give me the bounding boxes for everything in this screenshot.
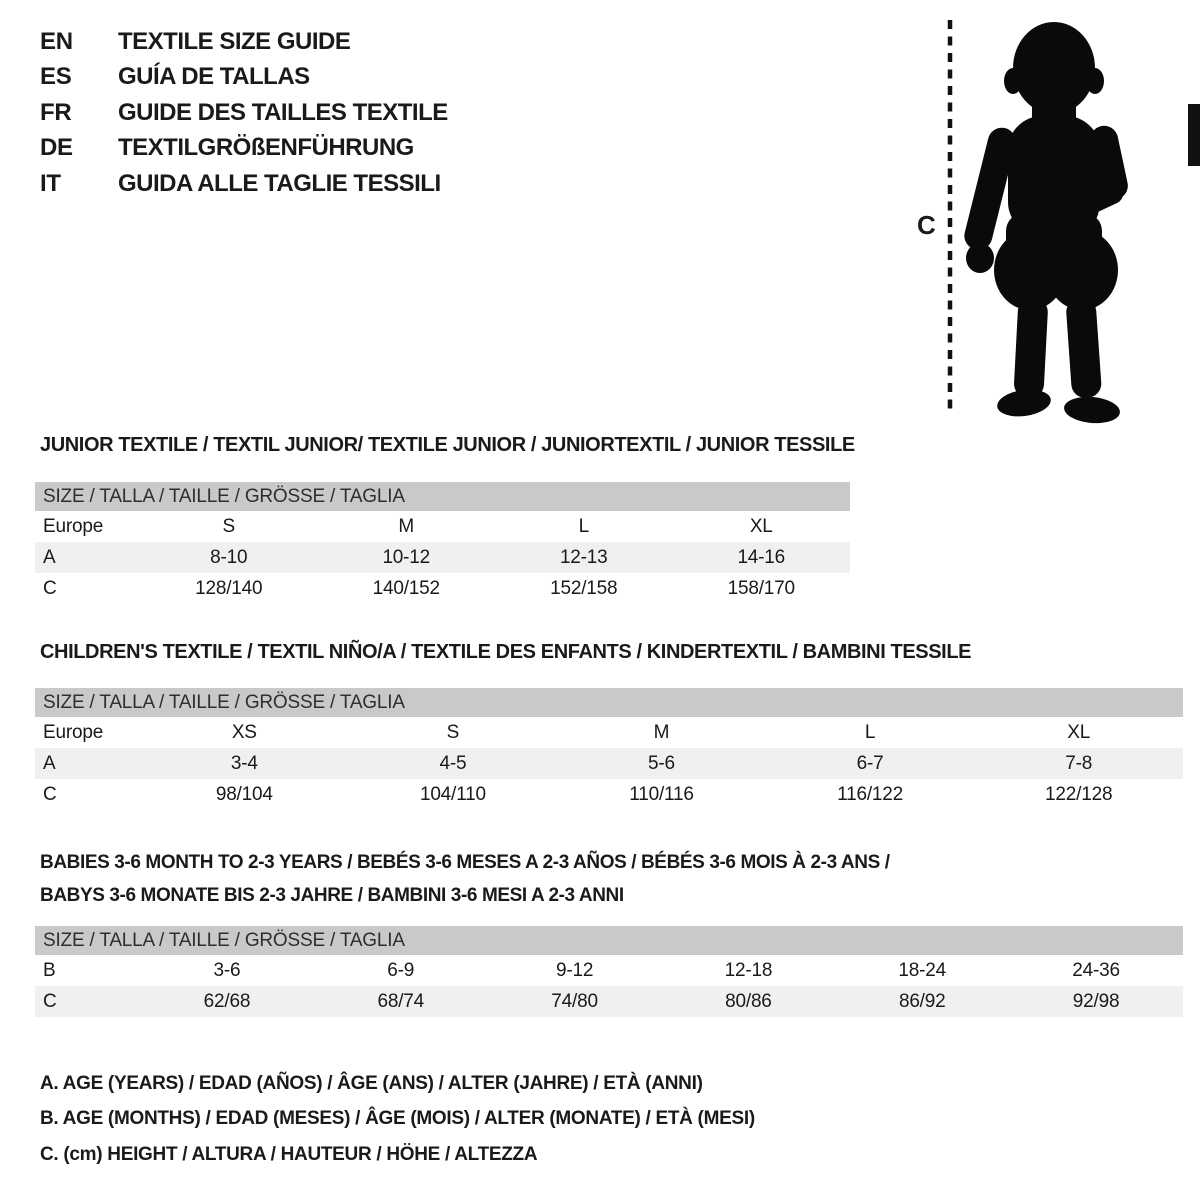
lang-title: GUIDE DES TAILLES TEXTILE	[118, 98, 448, 126]
row-label: Europe	[43, 721, 104, 743]
size-table-header: SIZE / TALLA / TAILLE / GRÖSSE / TAGLIA	[35, 926, 1183, 955]
table-row-months	[35, 955, 1183, 986]
lang-title: GUÍA DE TALLAS	[118, 63, 310, 91]
lang-title: TEXTILGRÖßENFÜHRUNG	[118, 134, 414, 162]
right-edge-crop-mark	[1188, 104, 1200, 166]
lang-code: ES	[40, 63, 72, 91]
size-table-header: SIZE / TALLA / TAILLE / GRÖSSE / TAGLIA	[35, 688, 1183, 717]
size-cell: M	[653, 721, 670, 743]
legend-line-c: C. (cm) HEIGHT / ALTURA / HAUTEUR / HÖHE / ALTEZZA	[40, 1143, 538, 1165]
size-cell: L	[864, 721, 876, 743]
lang-row-fr	[40, 95, 448, 131]
table-row-europe	[35, 511, 850, 542]
months-cell: 12-18	[724, 959, 773, 981]
row-label: B	[43, 959, 56, 981]
height-cell: 80/86	[725, 990, 772, 1012]
height-cell: 62/68	[203, 990, 251, 1012]
table-row-europe	[35, 717, 1183, 748]
row-label: C	[43, 577, 57, 599]
table-row-age	[35, 542, 850, 573]
height-cell: 98/104	[215, 783, 273, 805]
row-label: Europe	[43, 515, 104, 537]
table-row-height	[35, 573, 850, 604]
lang-title: TEXTILE SIZE GUIDE	[118, 27, 351, 55]
size-cell: L	[578, 515, 589, 537]
height-cell: 104/110	[419, 783, 486, 805]
age-cell: 6-7	[856, 752, 884, 774]
babies-title-line1: BABIES 3-6 MONTH TO 2-3 YEARS / BEBÉS 3-6 MESES A 2-3 AÑOS / BÉBÉS 3-6 MOIS À 2-3 ANS /	[40, 852, 890, 873]
size-cell: XL	[749, 515, 773, 537]
months-cell: 6-9	[387, 959, 415, 981]
legend-line-b: B. AGE (MONTHS) / EDAD (MESES) / ÂGE (MOIS) / ALTER (MONATE) / ETÀ (MESI)	[40, 1108, 755, 1130]
height-cell: 116/122	[837, 783, 904, 805]
lang-row-en	[40, 24, 448, 60]
lang-code: FR	[40, 98, 72, 126]
age-cell: 5-6	[648, 752, 675, 774]
age-cell: 7-8	[1065, 752, 1093, 774]
height-cell: 158/170	[727, 577, 795, 599]
row-label: C	[43, 990, 57, 1012]
row-label: C	[43, 783, 57, 805]
row-label: A	[43, 546, 56, 568]
junior-section-title: JUNIOR TEXTILE / TEXTIL JUNIOR/ TEXTILE JUNIOR / JUNIORTEXTIL / JUNIOR TESSILE	[40, 434, 855, 456]
height-measure-label: C	[917, 210, 936, 240]
height-cell: 128/140	[195, 577, 263, 599]
height-cell: 110/116	[629, 783, 694, 805]
height-cell: 152/158	[550, 577, 618, 599]
height-cell: 86/92	[898, 990, 946, 1012]
size-cell: XS	[231, 721, 257, 743]
table-row-height	[35, 779, 1183, 810]
babies-section-title	[40, 846, 890, 912]
size-cell: S	[222, 515, 235, 537]
lang-row-de	[40, 131, 448, 167]
age-cell: 8-10	[210, 546, 248, 568]
lang-row-it	[40, 166, 448, 202]
size-cell: M	[398, 515, 415, 537]
babies-size-table	[35, 926, 1183, 1017]
height-cell: 122/128	[1045, 783, 1113, 805]
language-title-block	[40, 24, 448, 202]
months-cell: 3-6	[213, 959, 241, 981]
age-cell: 10-12	[382, 546, 431, 568]
lang-code: IT	[40, 169, 61, 197]
lang-code: EN	[40, 27, 73, 55]
junior-size-table	[35, 482, 850, 604]
row-label: A	[43, 752, 56, 774]
months-cell: 18-24	[898, 959, 947, 981]
lang-code: DE	[40, 134, 73, 162]
measurement-legend	[40, 1066, 755, 1173]
legend-line-a: A. AGE (YEARS) / EDAD (AÑOS) / ÂGE (ANS) / ALTER (JAHRE) / ETÀ (ANNI)	[40, 1072, 703, 1094]
table-row-height	[35, 986, 1183, 1017]
age-cell: 4-5	[439, 752, 467, 774]
children-size-table	[35, 688, 1183, 810]
children-section-title: CHILDREN'S TEXTILE / TEXTIL NIÑO/A / TEXTILE DES ENFANTS / KINDERTEXTIL / BAMBINI TESSILE	[40, 641, 972, 663]
age-cell: 14-16	[737, 546, 786, 568]
size-cell: XL	[1067, 721, 1091, 743]
age-cell: 3-4	[230, 752, 258, 774]
height-cell: 68/74	[377, 990, 425, 1012]
table-row-age	[35, 748, 1183, 779]
age-cell: 12-13	[559, 546, 608, 568]
months-cell: 9-12	[555, 959, 594, 981]
height-cell: 74/80	[551, 990, 598, 1012]
toddler-silhouette-icon	[900, 12, 1200, 424]
size-cell: S	[446, 721, 460, 743]
lang-row-es	[40, 60, 448, 96]
height-measure-figure	[900, 12, 1200, 424]
height-cell: 92/98	[1072, 990, 1120, 1012]
months-cell: 24-36	[1072, 959, 1120, 981]
size-table-header: SIZE / TALLA / TAILLE / GRÖSSE / TAGLIA	[35, 482, 850, 511]
babies-title-line2: BABYS 3-6 MONATE BIS 2-3 JAHRE / BAMBINI 3-6 MESI A 2-3 ANNI	[40, 885, 624, 906]
height-cell: 140/152	[372, 577, 440, 599]
lang-title: GUIDA ALLE TAGLIE TESSILI	[118, 169, 441, 197]
